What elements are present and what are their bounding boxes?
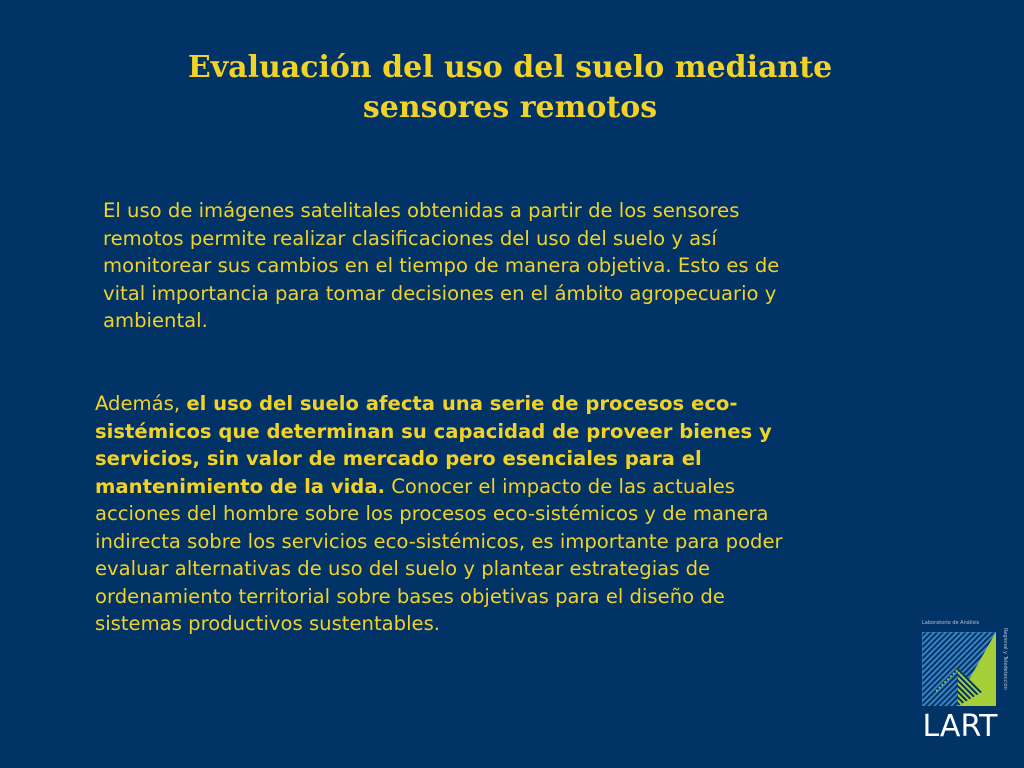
paragraph-line: ambiental. xyxy=(103,309,208,332)
lart-logo-icon xyxy=(922,632,996,706)
logo-caption-top: Laboratorio de Análisis xyxy=(922,620,980,626)
emphasis-line: servicios, sin valor de mercado pero esenciales para el xyxy=(95,447,702,470)
paragraph-line: vital importancia para tomar decisiones en el ámbito agropecuario y xyxy=(103,281,777,305)
logo-caption-side: Regional y Teledetección xyxy=(1002,628,1008,690)
emphasis-text: el uso del suelo afecta una serie de procesos eco- xyxy=(186,392,738,415)
paragraph-line: acciones del hombre sobre los procesos eco-sistémicos y de manera xyxy=(95,502,769,525)
paragraph-line: evaluar alternativas de uso del suelo y plantear estrategias de xyxy=(95,557,711,580)
logo-wordmark: LART xyxy=(922,709,998,744)
intro-paragraph xyxy=(103,197,923,335)
paragraph-text: Conocer el impacto de las actuales xyxy=(385,474,736,498)
ecosystem-paragraph xyxy=(95,390,935,638)
paragraph-line: El uso de imágenes satelitales obtenidas a partir de los sensores xyxy=(103,199,740,222)
paragraph-line xyxy=(95,390,935,418)
title-line: Evaluación del uso del suelo mediante xyxy=(187,50,833,85)
paragraph-line: remotos permite realizar clasificaciones del uso del suelo y así xyxy=(103,226,717,250)
slide-title xyxy=(150,48,870,128)
paragraph-line xyxy=(95,473,935,501)
emphasis-line: sistémicos que determinan su capacidad de proveer bienes y xyxy=(95,419,772,443)
paragraph-line: ordenamiento territorial sobre bases objetivas para el diseño de xyxy=(95,584,725,608)
emphasis-text: mantenimiento de la vida. xyxy=(95,474,386,498)
paragraph-text: Además, xyxy=(95,392,187,415)
paragraph-line: indirecta sobre los servicios eco-sistémicos, es importante para poder xyxy=(95,529,783,553)
title-line: sensores remotos xyxy=(362,90,658,125)
lart-logo xyxy=(920,618,1012,748)
paragraph-line: monitorear sus cambios en el tiempo de manera objetiva. Esto es de xyxy=(103,254,780,277)
paragraph-line: sistemas productivos sustentables. xyxy=(95,612,441,635)
